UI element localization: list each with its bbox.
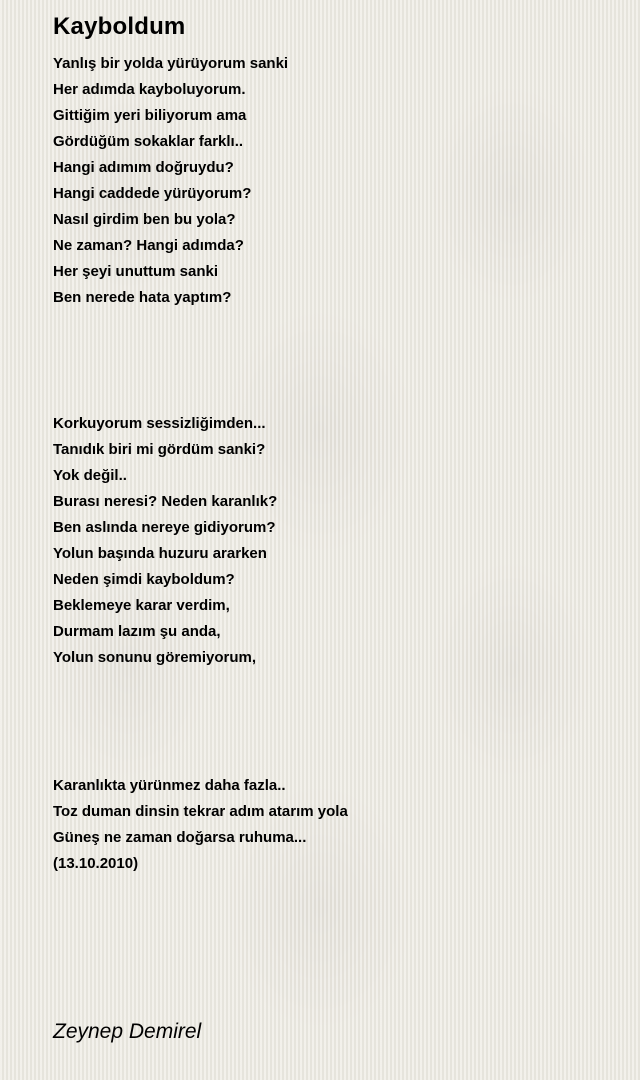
poem-line: Yanlış bir yolda yürüyorum sanki — [53, 55, 289, 72]
poem-line: Ne zaman? Hangi adımda? — [53, 237, 244, 254]
poem-line: Korkuyorum sessizliğimden... — [53, 415, 266, 432]
poem-line: Yolun başında huzuru ararken — [53, 545, 267, 562]
stanza-1 — [53, 51, 288, 311]
poem-line: Hangi adımım doğruydu? — [53, 159, 234, 176]
poem-line: Yok değil.. — [53, 467, 127, 484]
poem-author: Zeynep Demirel — [53, 1020, 202, 1043]
poem-line: Güneş ne zaman doğarsa ruhuma... — [53, 829, 307, 846]
poem-line: Beklemeye karar verdim, — [53, 597, 230, 614]
poem-line: Ben nerede hata yaptım? — [53, 289, 232, 306]
poem-date: (13.10.2010) — [53, 855, 139, 872]
poem-line: Burası neresi? Neden karanlık? — [53, 493, 278, 510]
poem-line: Neden şimdi kayboldum? — [53, 571, 235, 588]
poem-line: Nasıl girdim ben bu yola? — [53, 211, 236, 228]
poem-line: Hangi caddede yürüyorum? — [53, 185, 252, 202]
poem-line: Her şeyi unuttum sanki — [53, 263, 219, 280]
poem-line: Gittiğim yeri biliyorum ama — [53, 107, 247, 124]
poem-line: Her adımda kayboluyorum. — [53, 81, 246, 98]
poem-line: Ben aslında nereye gidiyorum? — [53, 519, 276, 536]
stanza-3 — [53, 773, 348, 877]
poem-line: Karanlıkta yürünmez daha fazla.. — [53, 777, 286, 794]
poem-line: Tanıdık biri mi gördüm sanki? — [53, 441, 266, 458]
poem-line: Toz duman dinsin tekrar adım atarım yola — [53, 803, 348, 820]
poem-line: Yolun sonunu göremiyorum, — [53, 649, 257, 666]
poem-container — [53, 12, 613, 872]
poem-line: Gördüğüm sokaklar farklı.. — [53, 133, 244, 150]
poem-title: Kayboldum — [53, 13, 186, 40]
poem-line: Durmam lazım şu anda, — [53, 623, 221, 640]
stanza-2 — [53, 411, 277, 671]
